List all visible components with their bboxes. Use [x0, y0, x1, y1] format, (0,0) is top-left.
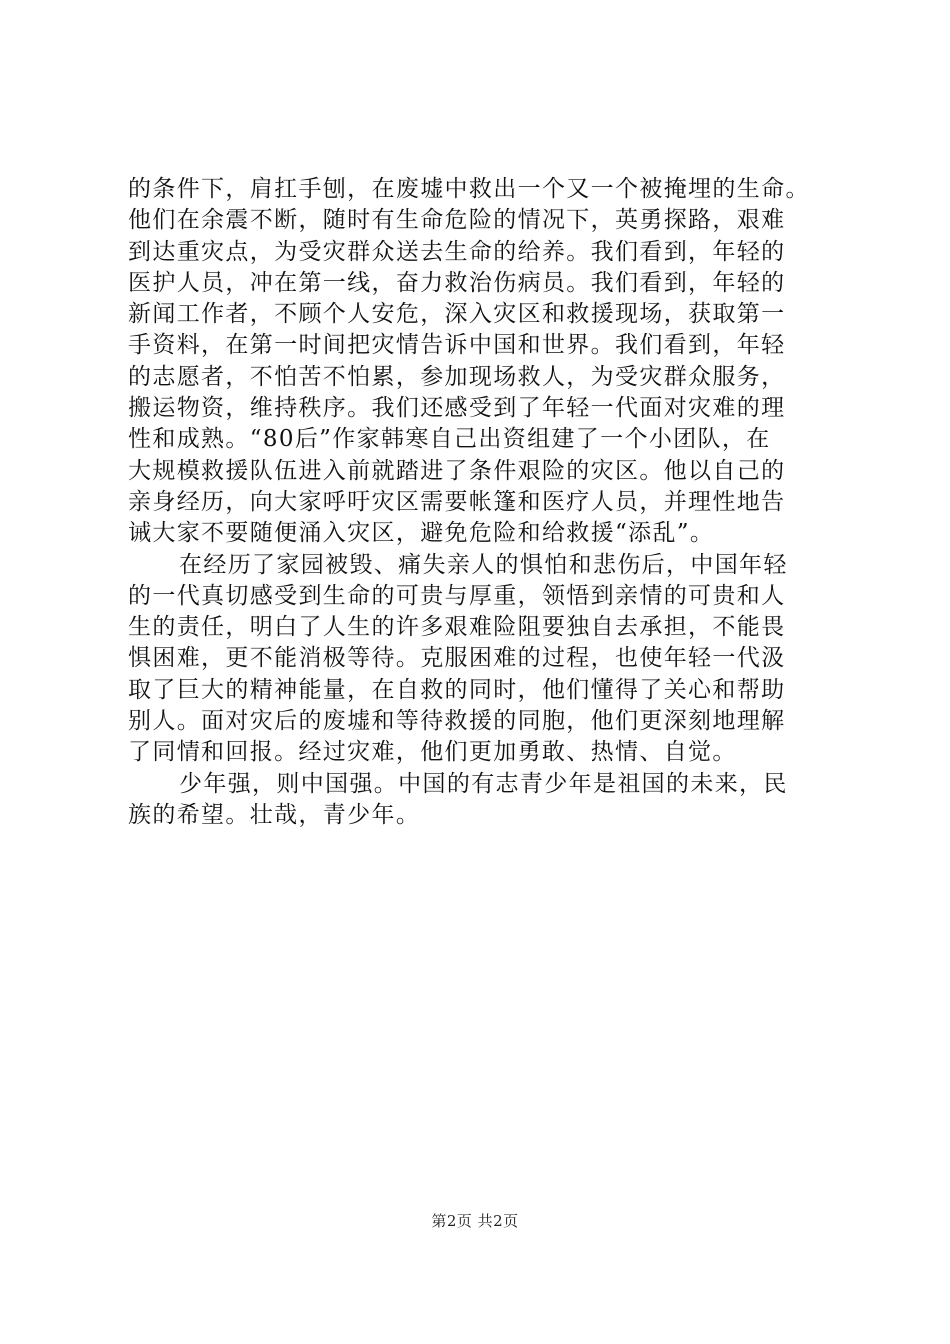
text-line: 族的希望。壮哉，青少年。 — [128, 801, 421, 828]
text-line: 的一代真切感受到生命的可贵与厚重，领悟到亲情的可贵和人 — [128, 582, 786, 609]
text-line: 诫大家不要随便涌入灾区，避免危险和给救援“添乱”。 — [128, 520, 715, 547]
text-line: 亲身经历，向大家呼吁灾区需要帐篷和医疗人员，并理性地告 — [128, 488, 786, 515]
text-line: 惧困难，更不能消极等待。克服困难的过程，也使年轻一代汲 — [128, 645, 786, 672]
text-line: 大规模救援队伍进入前就踏进了条件艰险的灾区。他以自己的 — [128, 457, 786, 484]
text-line: 搬运物资，维持秩序。我们还感受到了年轻一代面对灾难的理 — [128, 395, 786, 422]
page-number-footer: 第2页 共2页 — [431, 1212, 519, 1230]
text-line: 新闻工作者，不顾个人安危，深入灾区和救援现场，获取第一 — [128, 301, 786, 328]
text-line: 到达重灾点，为受灾群众送去生命的给养。我们看到，年轻的 — [128, 238, 786, 265]
text-line: 的志愿者，不怕苦不怕累，参加现场救人，为受灾群众服务， — [128, 363, 786, 390]
text-line: 取了巨大的精神能量，在自救的同时，他们懂得了关心和帮助 — [128, 676, 786, 703]
text-line: 生的责任，明白了人生的许多艰难险阻要独自去承担，不能畏 — [128, 614, 786, 641]
text-line: 别人。面对灾后的废墟和等待救援的同胞，他们更深刻地理解 — [128, 708, 786, 735]
text-line: 性和成熟。“80后”作家韩寒自己出资组建了一个小团队，在 — [128, 426, 771, 453]
paragraph-start-line: 在经历了家园被毁、痛失亲人的惧怕和悲伤后，中国年轻 — [179, 551, 788, 578]
text-line: 的条件下，肩扛手刨，在废墟中救出一个又一个被掩埋的生命。 — [128, 176, 810, 202]
text-line: 医护人员，冲在第一线，奋力救治伤病员。我们看到，年轻的 — [128, 269, 786, 296]
text-line: 他们在余震不断，随时有生命危险的情况下，英勇探路，艰难 — [128, 207, 786, 234]
text-line: 手资料，在第一时间把灾情告诉中国和世界。我们看到，年轻 — [128, 332, 786, 359]
text-line: 了同情和回报。经过灾难，他们更加勇敢、热情、自觉。 — [128, 739, 737, 766]
body-text — [128, 174, 840, 831]
paragraph-start-line: 少年强，则中国强。中国的有志青少年是祖国的未来，民 — [179, 770, 788, 797]
